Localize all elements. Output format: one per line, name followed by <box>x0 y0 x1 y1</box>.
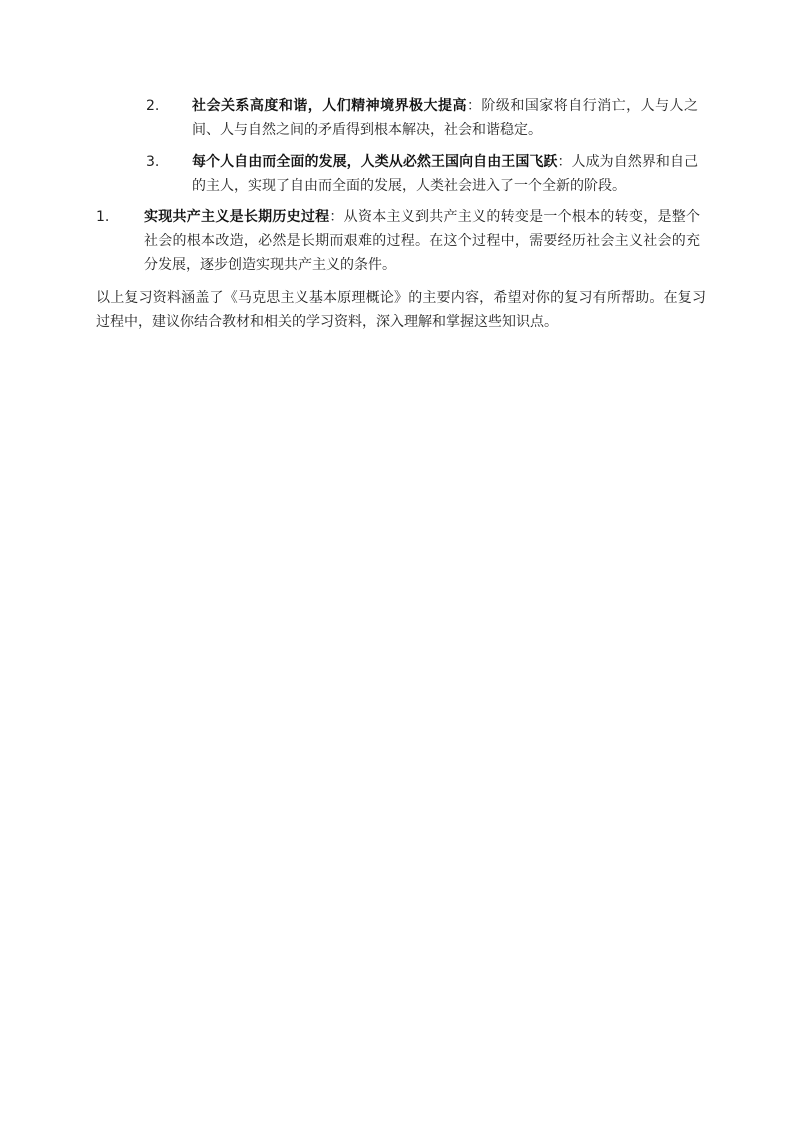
list-item-text <box>192 150 698 198</box>
summary-paragraph: 以上复习资料涵盖了《马克思主义基本原理概论》的主要内容，希望对你的复习有所帮助。在复习过程中，建议你结合教材和相关的学习资料，深入理解和掌握这些知识点。 <box>96 290 706 330</box>
list-item-body: ：从资本主义到共产主义的转变是一个根本的转变，是整个社会的根本改造，必然是长期而艰难的过程。在这个过程中，需要经历社会主义社会的充分发展，逐步创造实现共产主义的条件。 <box>144 209 700 273</box>
list-item-heading: 每个人自由而全面的发展，人类从必然王国向自由王国飞跃 <box>192 154 558 170</box>
list-item-heading: 实现共产主义是长期历史过程 <box>144 209 330 225</box>
list-number: 3. <box>146 154 160 170</box>
list-item-body: ：阶级和国家将自行消亡，人与人之间、人与自然之间的矛盾得到根本解决，社会和谐稳定。 <box>192 98 699 138</box>
list-item-heading: 社会关系高度和谐，人们精神境界极大提高 <box>192 98 467 114</box>
list-item-text <box>144 205 700 277</box>
list-number: 1. <box>96 209 110 225</box>
list-item-text <box>192 94 698 142</box>
list-number: 2. <box>146 98 160 114</box>
list-item-body: ：人成为自然界和自己的主人，实现了自由而全面的发展，人类社会进入了一个全新的阶段。 <box>192 154 698 194</box>
